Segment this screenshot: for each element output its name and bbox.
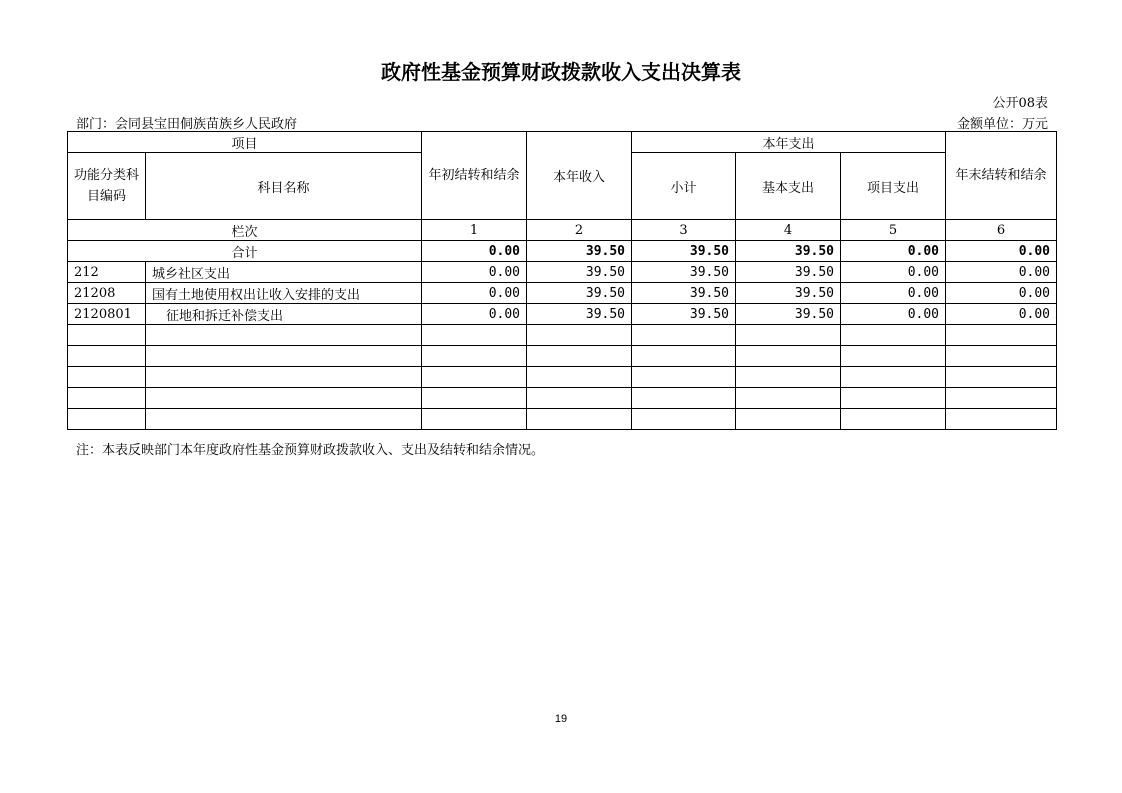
empty-row	[68, 325, 1057, 346]
subject-name-cell: 国有土地使用权出让收入安排的支出	[146, 283, 422, 304]
total-value: 0.00	[946, 241, 1057, 262]
subject-name-cell: 城乡社区支出	[146, 262, 422, 283]
department-label: 部门：会同县宝田侗族苗族乡人民政府	[76, 117, 298, 132]
header-income: 本年收入	[527, 132, 632, 220]
header-expenditure: 本年支出	[632, 132, 946, 153]
table-row	[68, 304, 1057, 325]
func-code-cell: 2120801	[68, 304, 146, 325]
col-num: 6	[946, 220, 1057, 241]
header-subtotal: 小计	[632, 153, 736, 220]
header-item: 项目	[68, 132, 422, 153]
footnote: 注：本表反映部门本年度政府性基金预算财政拨款收入、支出及结转和结余情况。	[76, 443, 545, 458]
page-title: 政府性基金预算财政拨款收入支出决算表	[381, 60, 741, 84]
form-number: 公开08表	[992, 96, 1048, 111]
value-cell: 39.50	[736, 283, 841, 304]
total-value: 0.00	[422, 241, 527, 262]
header-row-1	[68, 132, 1057, 153]
value-cell: 39.50	[736, 304, 841, 325]
table-row	[68, 262, 1057, 283]
header-func-code: 功能分类科目编码	[68, 153, 146, 220]
empty-row	[68, 367, 1057, 388]
value-cell: 39.50	[527, 262, 632, 283]
value-cell: 0.00	[946, 304, 1057, 325]
value-cell: 39.50	[527, 283, 632, 304]
value-cell: 0.00	[422, 262, 527, 283]
budget-table	[67, 131, 1057, 430]
header-subject-name: 科目名称	[146, 153, 422, 220]
value-cell: 39.50	[527, 304, 632, 325]
page-number: 19	[554, 713, 568, 725]
value-cell: 0.00	[946, 262, 1057, 283]
total-value: 0.00	[841, 241, 946, 262]
header-project: 项目支出	[841, 153, 946, 220]
col-num: 4	[736, 220, 841, 241]
value-cell: 0.00	[841, 283, 946, 304]
col-order-label: 栏次	[68, 220, 422, 241]
total-label: 合计	[68, 241, 422, 262]
value-cell: 39.50	[632, 283, 736, 304]
table-row	[68, 283, 1057, 304]
empty-row	[68, 388, 1057, 409]
header-end-balance: 年末结转和结余	[946, 132, 1057, 220]
func-code-cell: 21208	[68, 283, 146, 304]
value-cell: 39.50	[736, 262, 841, 283]
value-cell: 39.50	[632, 262, 736, 283]
total-value: 39.50	[527, 241, 632, 262]
value-cell: 0.00	[841, 304, 946, 325]
col-num: 5	[841, 220, 946, 241]
func-code-cell: 212	[68, 262, 146, 283]
value-cell: 0.00	[841, 262, 946, 283]
total-value: 39.50	[736, 241, 841, 262]
total-row	[68, 241, 1057, 262]
column-order-row	[68, 220, 1057, 241]
empty-row	[68, 346, 1057, 367]
total-value: 39.50	[632, 241, 736, 262]
value-cell: 0.00	[422, 304, 527, 325]
amount-unit-label: 金额单位：万元	[956, 117, 1048, 132]
col-num: 1	[422, 220, 527, 241]
value-cell: 39.50	[632, 304, 736, 325]
col-num: 2	[527, 220, 632, 241]
empty-row	[68, 409, 1057, 430]
header-begin-balance: 年初结转和结余	[422, 132, 527, 220]
value-cell: 0.00	[946, 283, 1057, 304]
header-basic: 基本支出	[736, 153, 841, 220]
col-num: 3	[632, 220, 736, 241]
value-cell: 0.00	[422, 283, 527, 304]
subject-name-cell: 征地和拆迁补偿支出	[146, 304, 422, 325]
